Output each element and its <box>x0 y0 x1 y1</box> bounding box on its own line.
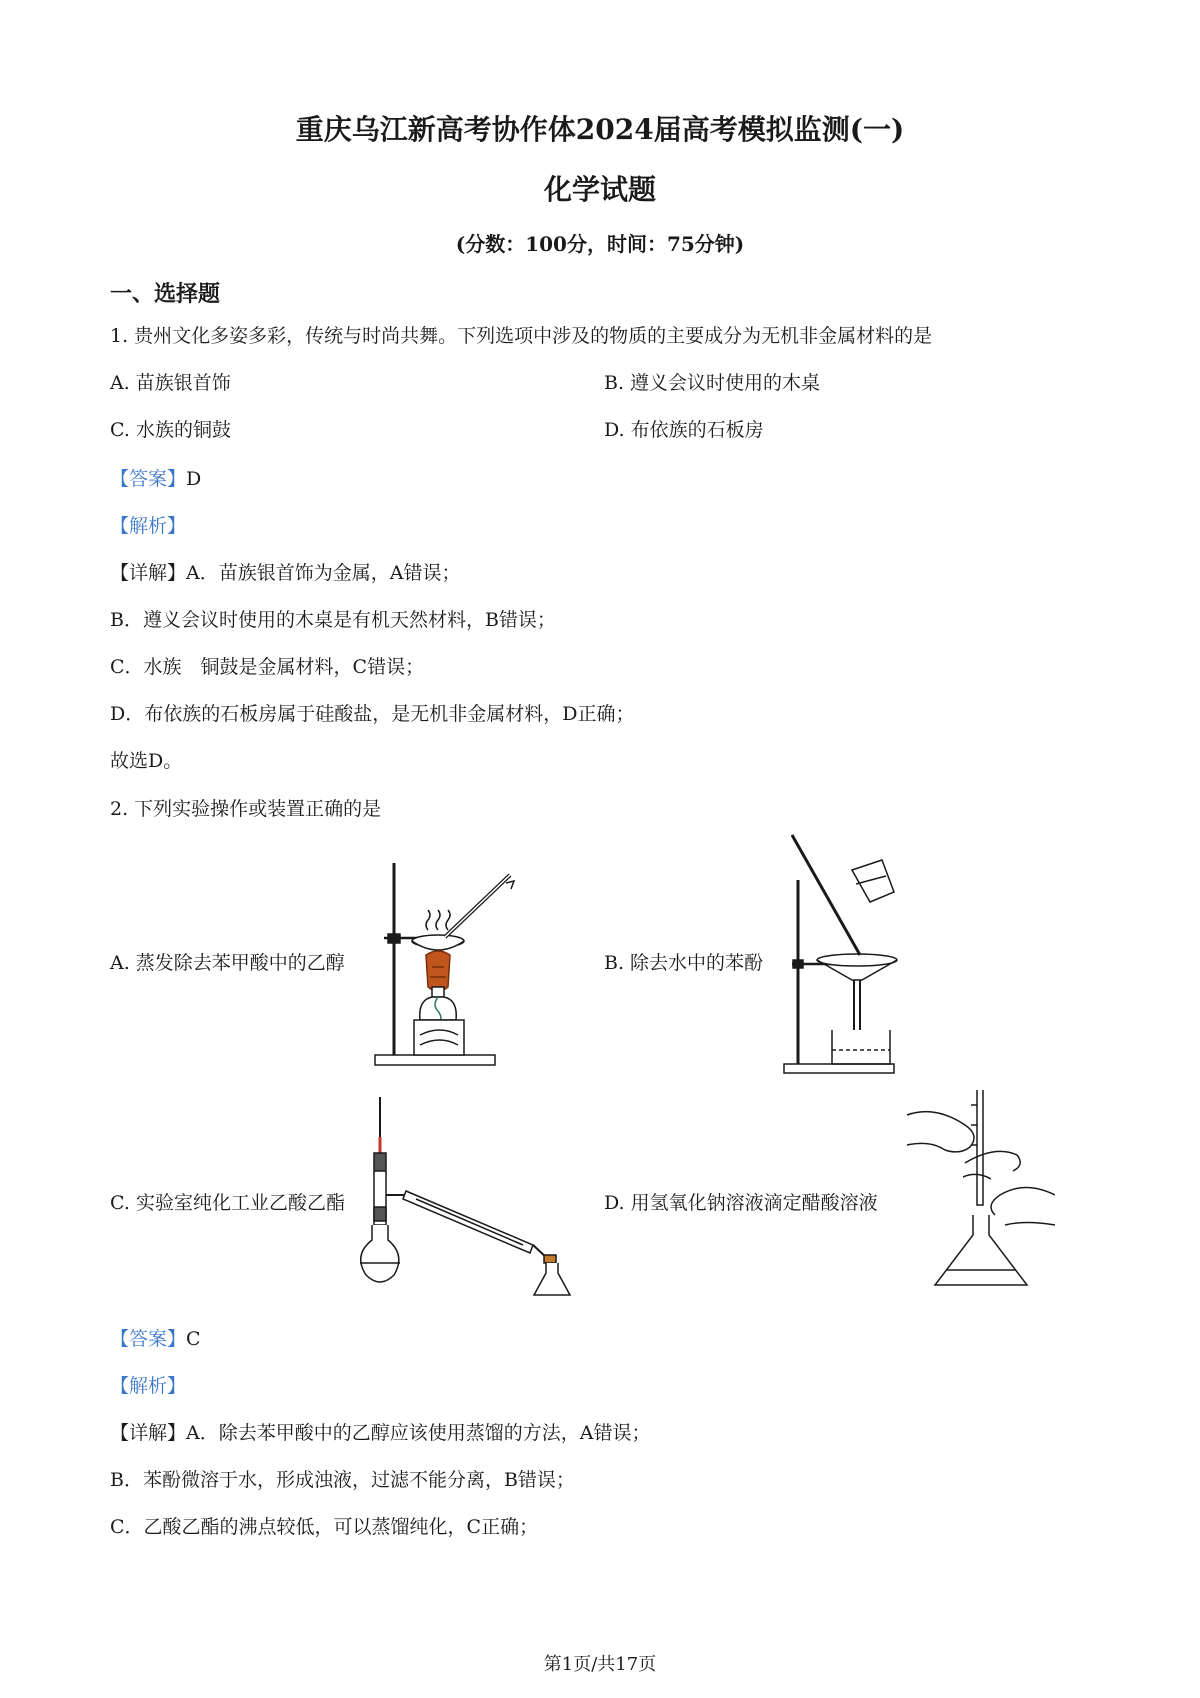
q1-detail-4: D．布依族的石板房属于硅酸盐，是无机非金属材料，D正确； <box>110 703 635 725</box>
q2-option-c: C. 实验室纯化工业乙酸乙酯 <box>110 1192 345 1214</box>
answer-value: C <box>186 1328 201 1350</box>
q1-detail-3: C．水族 铜鼓是金属材料，C错误； <box>110 656 425 678</box>
q1-option-b: B. 遵义会议时使用的木桌 <box>604 372 821 394</box>
figure-evaporation-apparatus <box>370 855 530 1070</box>
q1-detail-5: 故选D。 <box>110 750 183 772</box>
q1-detail-1: 【详解】A．苗族银首饰为金属，A错误； <box>110 562 461 584</box>
exam-title: 重庆乌江新高考协作体2024届高考模拟监测(一) <box>295 113 905 146</box>
q1-option-d: D. 布依族的石板房 <box>604 419 764 441</box>
q1-stem: 1. 贵州文化多姿多彩，传统与时尚共舞。下列选项中涉及的物质的主要成分为无机非金属材料的是 <box>110 325 933 347</box>
q1-detail-2: B．遵义会议时使用的木桌是有机天然材料，B错误； <box>110 609 556 631</box>
q2-stem: 2. 下列实验操作或装置正确的是 <box>110 798 382 820</box>
figure-titration-apparatus <box>905 1085 1055 1295</box>
q1-option-a: A. 苗族银首饰 <box>110 372 231 394</box>
answer-value: D <box>186 468 202 490</box>
q2-option-d: D. 用氢氧化钠溶液滴定醋酸溶液 <box>604 1192 878 1214</box>
q1-analysis-tag: 【解析】 <box>110 515 187 537</box>
figure-filtration-apparatus <box>782 830 912 1080</box>
q1-option-c: C. 水族的铜鼓 <box>110 419 231 441</box>
q2-analysis-tag: 【解析】 <box>110 1375 187 1397</box>
q2-option-a: A. 蒸发除去苯甲酸中的乙醇 <box>110 952 345 974</box>
q2-detail-3: C．乙酸乙酯的沸点较低，可以蒸馏纯化，C正确； <box>110 1516 539 1538</box>
page-footer: 第1页/共17页 <box>543 1654 657 1675</box>
exam-meta: (分数：100分，时间：75分钟) <box>455 232 745 256</box>
q2-detail-1: 【详解】A．除去苯甲酸中的乙醇应该使用蒸馏的方法，A错误； <box>110 1422 651 1444</box>
exam-subtitle: 化学试题 <box>543 173 656 206</box>
q2-option-b: B. 除去水中的苯酚 <box>604 952 764 974</box>
answer-tag: 【答案】 <box>110 1328 187 1350</box>
answer-tag: 【答案】 <box>110 468 187 490</box>
q1-answer <box>110 466 201 492</box>
figure-distillation-apparatus <box>348 1095 588 1300</box>
q2-answer <box>110 1326 201 1352</box>
section-title: 一、选择题 <box>110 281 221 307</box>
q2-detail-2: B．苯酚微溶于水，形成浊液，过滤不能分离，B错误； <box>110 1469 575 1491</box>
